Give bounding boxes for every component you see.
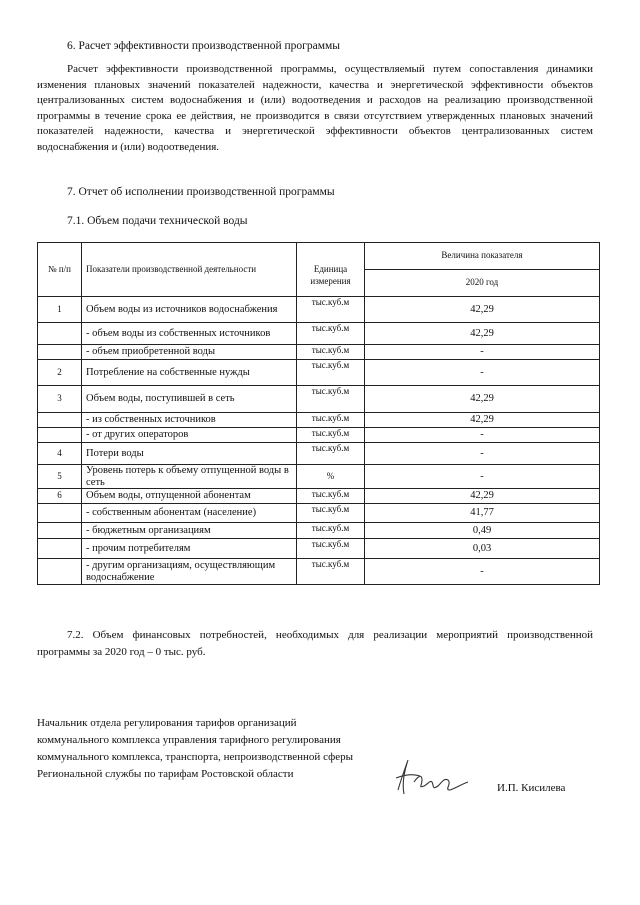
row-unit: тыс.куб.м (297, 489, 365, 504)
row-num: 3 (38, 386, 82, 413)
table-row (38, 323, 600, 345)
row-unit: тыс.куб.м (297, 360, 365, 386)
row-num (38, 523, 82, 539)
row-unit: тыс.куб.м (297, 323, 365, 345)
row-indicator: Потери воды (82, 443, 297, 465)
row-value: - (365, 443, 600, 465)
row-num (38, 504, 82, 523)
row-value: 42,29 (365, 323, 600, 345)
table-row (38, 428, 600, 443)
row-num (38, 539, 82, 559)
row-unit: тыс.куб.м (297, 413, 365, 428)
row-indicator: Потребление на собственные нужды (82, 360, 297, 386)
row-unit: % (297, 465, 365, 489)
row-unit: тыс.куб.м (297, 297, 365, 323)
table-row (38, 386, 600, 413)
table-row (38, 297, 600, 323)
row-value: - (365, 345, 600, 360)
row-unit: тыс.куб.м (297, 386, 365, 413)
row-indicator: - собственным абонентам (население) (82, 504, 297, 523)
row-value: - (365, 465, 600, 489)
row-value: - (365, 559, 600, 585)
row-num: 2 (38, 360, 82, 386)
table-row (38, 559, 600, 585)
row-value: 42,29 (365, 413, 600, 428)
table-row (38, 345, 600, 360)
row-value: 42,29 (365, 489, 600, 504)
table-header-row (38, 243, 600, 270)
section-7-heading: 7. Отчет об исполнении производственной программы (67, 186, 335, 198)
table-row (38, 504, 600, 523)
table-body (38, 243, 600, 585)
table-row (38, 523, 600, 539)
row-value: 41,77 (365, 504, 600, 523)
row-indicator: Объем воды, поступившей в сеть (82, 386, 297, 413)
row-indicator: - объем воды из собственных источников (82, 323, 297, 345)
row-unit: тыс.куб.м (297, 523, 365, 539)
row-value: - (365, 428, 600, 443)
row-indicator: - из собственных источников (82, 413, 297, 428)
table-row (38, 360, 600, 386)
row-unit: тыс.куб.м (297, 443, 365, 465)
water-supply-table (37, 242, 600, 585)
row-value: - (365, 360, 600, 386)
row-value: 42,29 (365, 297, 600, 323)
row-indicator: - другим организациям, осуществляющим водоснабжение (82, 559, 297, 585)
row-value: 0,03 (365, 539, 600, 559)
row-indicator: - бюджетным организациям (82, 523, 297, 539)
table-row (38, 489, 600, 504)
section-6-paragraph: Расчет эффективности производственной программы, осуществляемый путем сопоставления динамики изменения плановых значений показателей надежности, качества и энергетической эффективности объектов централизованных систем водоснабжения и (или) водоотведения и расходов на реализацию производственной программы в течение срока ее действия, не производится в связи отсутствием утвержденных плановых значений показателей надежности, качества и энергетической эффективности объектов централизованных систем водоснабжения и (или) водоотведения. (37, 63, 593, 153)
header-indicator: Показатели производственной деятельности (82, 243, 297, 297)
row-indicator: Объем воды из источников водоснабжения (82, 297, 297, 323)
row-indicator: Объем воды, отпущенной абонентам (82, 489, 297, 504)
row-num (38, 323, 82, 345)
row-unit: тыс.куб.м (297, 559, 365, 585)
table-row (38, 539, 600, 559)
row-value: 42,29 (365, 386, 600, 413)
header-year: 2020 год (365, 270, 600, 297)
table-row (38, 443, 600, 465)
header-num: № п/п (38, 243, 82, 297)
header-value: Величина показателя (365, 243, 600, 270)
section-7-2-paragraph: 7.2. Объем финансовых потребностей, необходимых для реализации мероприятий производственной программы за 2020 год – 0 тыс. руб. (37, 629, 593, 658)
row-num (38, 559, 82, 585)
table-row (38, 413, 600, 428)
row-unit: тыс.куб.м (297, 539, 365, 559)
row-num (38, 345, 82, 360)
row-num (38, 413, 82, 428)
signatory-position: Начальник отдела регулирования тарифов организаций коммунального комплекса управления тарифного регулирования коммунального комплекса, транспорта, непроизводственной сферы Региональной службы по тарифам Ростовской области (37, 717, 353, 780)
row-unit: тыс.куб.м (297, 345, 365, 360)
row-indicator: - от других операторов (82, 428, 297, 443)
row-indicator: Уровень потерь к объему отпущенной воды в сеть (82, 465, 297, 489)
table-row (38, 465, 600, 489)
row-unit: тыс.куб.м (297, 504, 365, 523)
row-indicator: - объем приобретенной воды (82, 345, 297, 360)
header-unit: Единица измерения (297, 243, 365, 297)
row-num: 1 (38, 297, 82, 323)
row-num: 4 (38, 443, 82, 465)
section-7-1-heading: 7.1. Объем подачи технической воды (67, 215, 248, 227)
row-num: 6 (38, 489, 82, 504)
row-indicator: - прочим потребителям (82, 539, 297, 559)
section-6-heading: 6. Расчет эффективности производственной программы (67, 40, 341, 52)
row-unit: тыс.куб.м (297, 428, 365, 443)
row-value: 0,49 (365, 523, 600, 539)
row-num: 5 (38, 465, 82, 489)
row-num (38, 428, 82, 443)
signatory-name: И.П. Кисилева (497, 782, 566, 794)
handwritten-signature (392, 756, 472, 800)
